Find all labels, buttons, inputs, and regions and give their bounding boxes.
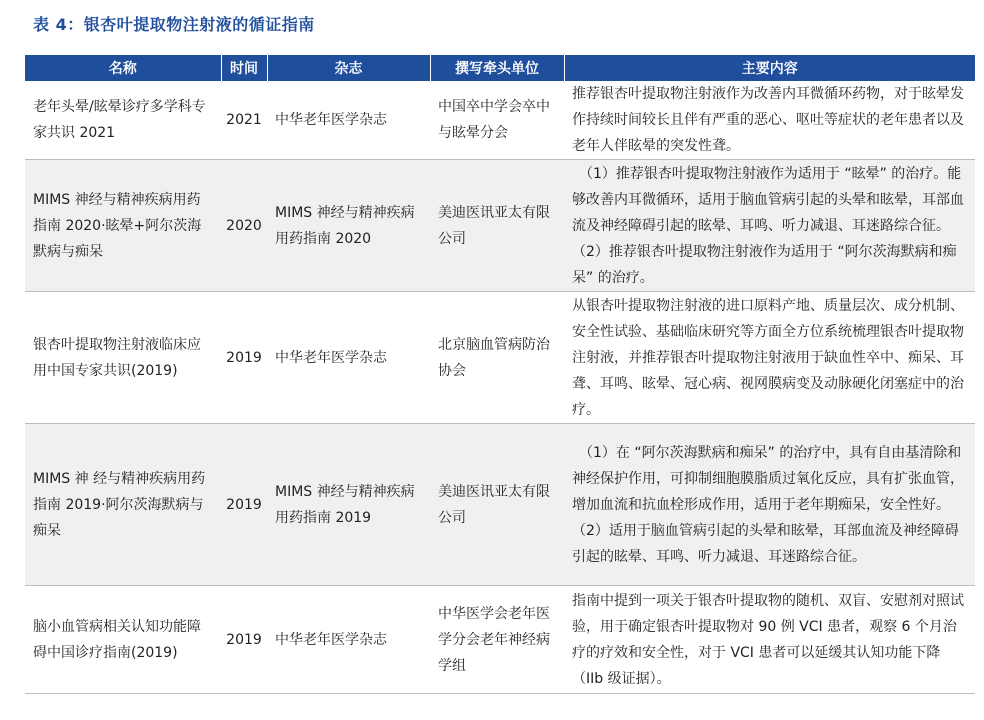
header-name: 名称 xyxy=(25,55,221,81)
cell-journal: 中华老年医学杂志 xyxy=(267,81,430,160)
header-organization: 撰写牵头单位 xyxy=(430,55,564,81)
table-row xyxy=(25,424,975,586)
cell-name: MIMS 神 经与精神疾病用药指南 2019·阿尔茨海默病与痴呆 xyxy=(25,424,221,586)
table-header-row xyxy=(25,55,975,81)
cell-content: 从银杏叶提取物注射液的进口原料产地、质量层次、成分机制、安全性试验、基础临床研究等方面全方位系统梳理银杏叶提取物注射液，并推荐银杏叶提取物注射液用于缺血性卒中、痴呆、耳聋、耳鸣、眩晕、冠心病、视网膜病变及动脉硬化闭塞症中的治疗。 xyxy=(564,292,975,424)
cell-year: 2019 xyxy=(221,292,267,424)
header-year: 时间 xyxy=(221,55,267,81)
table-title: 表 4：银杏叶提取物注射液的循证指南 xyxy=(33,15,315,34)
cell-organization: 中华医学会老年医学分会老年神经病学组 xyxy=(430,586,564,694)
cell-year: 2019 xyxy=(221,586,267,694)
cell-organization: 北京脑血管病防治协会 xyxy=(430,292,564,424)
cell-content: （1）推荐银杏叶提取物注射液作为适用于 “眩晕” 的治疗。能够改善内耳微循环，适用于脑血管病引起的头晕和眩晕，耳部血流及神经障碍引起的眩晕、耳鸣、听力减退、耳迷路综合征。（2）推荐银杏叶提取物注射液作为适用于 “阿尔茨海默病和痴呆” 的治疗。 xyxy=(564,160,975,292)
table-row xyxy=(25,81,975,160)
cell-journal: MIMS 神经与精神疾病用药指南 2020 xyxy=(267,160,430,292)
guideline-table xyxy=(25,55,975,694)
header-journal: 杂志 xyxy=(267,55,430,81)
table-row xyxy=(25,160,975,292)
cell-name: MIMS 神经与精神疾病用药指南 2020·眩晕+阿尔茨海默病与痴呆 xyxy=(25,160,221,292)
cell-organization: 中国卒中学会卒中与眩晕分会 xyxy=(430,81,564,160)
cell-content: （1）在 “阿尔茨海默病和痴呆” 的治疗中，具有自由基清除和神经保护作用，可抑制细胞膜脂质过氧化反应，具有扩张血管，增加血流和抗血栓形成作用，适用于老年期痴呆，安全性好。（2）适用于脑血管病引起的头晕和眩晕，耳部血流及神经障碍引起的眩晕、耳鸣、听力减退、耳迷路综合征。 xyxy=(564,424,975,586)
cell-year: 2020 xyxy=(221,160,267,292)
cell-organization: 美迪医讯亚太有限公司 xyxy=(430,160,564,292)
cell-year: 2021 xyxy=(221,81,267,160)
cell-journal: 中华老年医学杂志 xyxy=(267,586,430,694)
cell-year: 2019 xyxy=(221,424,267,586)
cell-name: 脑小血管病相关认知功能障碍中国诊疗指南(2019) xyxy=(25,586,221,694)
cell-organization: 美迪医讯亚太有限公司 xyxy=(430,424,564,586)
table-row xyxy=(25,292,975,424)
cell-journal: MIMS 神经与精神疾病用药指南 2019 xyxy=(267,424,430,586)
cell-name: 银杏叶提取物注射液临床应用中国专家共识(2019) xyxy=(25,292,221,424)
cell-content: 指南中提到一项关于银杏叶提取物的随机、双盲、安慰剂对照试验，用于确定银杏叶提取物对 90 例 VCI 患者，观察 6 个月治疗的疗效和安全性，对于 VCI 患者可以延缓其认知功能下降（IIb 级证据）。 xyxy=(564,586,975,694)
header-content: 主要内容 xyxy=(564,55,975,81)
table-row xyxy=(25,586,975,694)
cell-journal: 中华老年医学杂志 xyxy=(267,292,430,424)
cell-name: 老年头晕/眩晕诊疗多学科专家共识 2021 xyxy=(25,81,221,160)
cell-content: 推荐银杏叶提取物注射液作为改善内耳微循环药物，对于眩晕发作持续时间较长且伴有严重的恶心、呕吐等症状的老年患者以及老年人伴眩晕的突发性聋。 xyxy=(564,81,975,160)
